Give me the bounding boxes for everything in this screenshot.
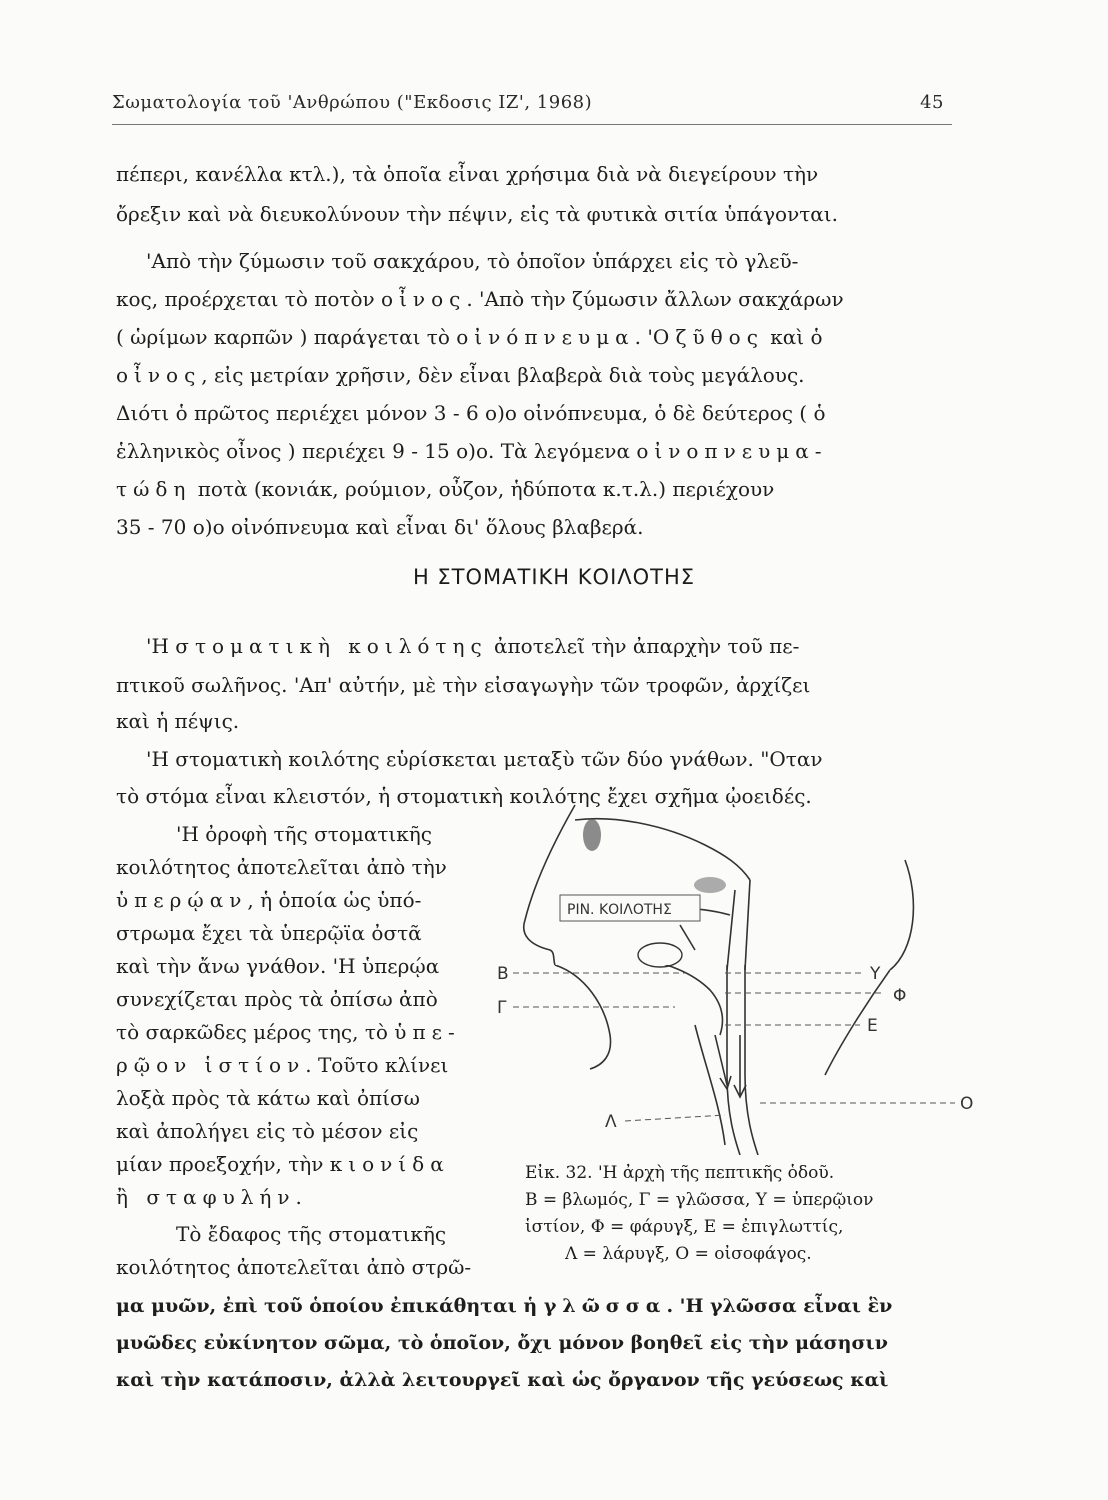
running-head [112,92,952,113]
head-back-outline [890,860,913,970]
p4-line-5: καὶ τὴν κατάποσιν, ἀλλὰ λειτουργεῖ καὶ ὡς ὄργανον τῆς γεύσεως καὶ [116,1369,889,1391]
term-kionida: κιονίδα [329,1152,450,1176]
wine-line-3-c: . 'Ο [634,325,676,349]
term-todi: τώδη [116,477,192,501]
figure-caption-title: Εἰκ. 32. 'Η ἀρχὴ τῆς πεπτικῆς ὁδοῦ. [525,1163,835,1183]
term-oinos: οἶνος [381,287,467,311]
figure-caption-line-4: Λ = λάρυγξ, Ο = οἰσοφάγος. [565,1244,812,1264]
p4-line-2: κοιλότητος ἀποτελεῖται ἀπὸ στρῶ- [116,1255,472,1279]
p1-line-1 [146,632,978,660]
intro-line-1: πέπερι, κανέλλα κτλ.), τὰ ὁποῖα εἶναι χρήσιμα διὰ νὰ διεγείρουν τὴν [116,162,819,186]
p3-line-4: στρωμα ἔχει τὰ ὑπερῷϊα ὀστᾶ [116,921,422,945]
concha-shape [694,877,726,893]
p3-line-10: καὶ ἀπολήγει εἰς τὸ μέσον εἰς [116,1119,419,1143]
p4-line-3-c: . 'Η γλῶσσα εἶναι ἓν [666,1295,893,1317]
wine-line-2 [116,285,948,313]
running-head-title: Σωματολογία τοῦ 'Ανθρώπου ("Εκδοσις ΙΖ', 1968) [112,92,593,113]
leader-l [625,1115,725,1121]
larynx-outline [695,1025,725,1145]
header-rule [112,124,952,125]
term-oinopneumatodi: οἰνοπνευμα- [636,439,828,463]
p1-line-1-a: 'Η [146,634,176,658]
wine-line-8: 35 - 70 ο)ο οἰνόπνευμα καὶ εἶναι δι' ὅλους βλαβερά. [116,515,644,539]
p3-line-2: κοιλότητος ἀποτελεῖται ἀπὸ τὴν [116,855,447,879]
air-arrow [715,1035,731,1089]
wine-line-5: Διότι ὁ πρῶτος περιέχει μόνον 3 - 6 ο)ο οἰνόπνευμα, ὁ δὲ δεύτερος ( ὁ [116,401,826,425]
label-g: Γ [497,998,507,1018]
wine-line-7-b: ποτὰ (κονιάκ, ρούμιον, οὖζον, ἡδύποτα κ.τ.λ.) περιέχουν [191,477,775,501]
sinus-shape [583,819,601,851]
p2-line-1: 'Η στοματικὴ κοιλότης εὑρίσκεται μεταξὺ τῶν δύο γνάθων. "Οταν [146,747,823,771]
p4-line-1: Τὸ ἔδαφος τῆς στοματικῆς [176,1222,447,1246]
term-stomatiki-koilotis: στοματικὴ κοιλότης [175,634,488,658]
p3-line-3 [116,886,516,914]
section-title: Η ΣΤΟΜΑΤΙΚΗ ΚΟΙΛΟΤΗΣ [412,565,696,589]
nasal-cavity-label: ΡΙΝ. ΚΟΙΛΟΤΗΣ [567,902,672,918]
label-b: Β [497,965,509,984]
p3-line-8 [116,1051,516,1079]
p3-line-3-b: , ἡ ὁποία ὡς ὑπό- [247,888,422,912]
tongue-outline [555,965,723,1035]
digestive-tract-figure [495,800,995,970]
wine-line-3-e: καὶ ὁ [763,325,823,349]
p3-line-1: 'Η ὀροφὴ τῆς στοματικῆς [176,822,432,846]
p3-line-7 [116,1018,516,1046]
wine-line-4-b: , εἰς μετρίαν χρῆσιν, δὲν εἶναι βλαβερὰ διὰ τοὺς μεγάλους. [201,363,805,387]
chin-outline [555,965,611,1069]
nasal-cavity-outline [575,819,750,880]
label-y: Υ [870,965,881,984]
label-l: Λ [605,1112,617,1132]
face-profile-outline [524,805,575,965]
intro-line-2: ὄρεξιν καὶ νὰ διευκολύνουν τὴν πέψιν, εἰς τὰ φυτικὰ σιτία ὑπάγονται. [116,202,838,226]
label-e: Ε [867,1016,878,1036]
p3-line-7-a: τὸ σαρκῶδες μέρος της, τὸ [116,1020,395,1044]
p3-line-12: ἢ σταφυλήν. [116,1185,308,1209]
bolus-shape [638,943,682,967]
p3-line-5: καὶ τὴν ἄνω γνάθον. 'Η ὑπερῴα [116,954,440,978]
p1-line-1-c: ἀποτελεῖ τὴν ἀπαρχὴν τοῦ πε- [487,634,800,658]
term-hyperoon: ὑπε- [394,1020,461,1044]
label-o: Ο [960,1094,974,1114]
p4-line-3-a: μα μυῶν, ἐπὶ τοῦ ὁποίου ἐπικάθηται ἡ [116,1295,544,1317]
p3-line-8-b: . Τοῦτο κλίνει [305,1053,449,1077]
pharynx-wall [745,880,750,970]
wine-line-3-a: ( ὡρίμων καρπῶν ) παράγεται τὸ [116,325,457,349]
p1-line-3: καὶ ἡ πέψις. [116,709,240,733]
digestive-tract-figure-lower [495,965,995,1155]
p3-line-11 [116,1150,516,1178]
wine-line-2-c: . 'Απὸ τὴν ζύμωσιν ἄλλων σακχάρων [466,287,844,311]
wine-line-4 [116,361,948,389]
wine-line-2-a: κος, προέρχεται τὸ ποτὸν [116,287,382,311]
throat-outline [825,970,890,1075]
p4-line-4: μυῶδες εὐκίνητον σῶμα, τὸ ὁποῖον, ὄχι μόνον βοηθεῖ εἰς τὴν μάσησιν [116,1332,888,1354]
pharynx-wall-inner [727,890,735,970]
p3-line-11-a: μίαν προεξοχήν, τὴν [116,1152,330,1176]
term-oinopneuma: οἰνόπνευμα [456,325,635,349]
label-f: Φ [893,986,907,1006]
p1-line-2: πτικοῦ σωλῆνος. 'Απ' αὐτήν, μὲ τὴν εἰσαγωγὴν τῶν τροφῶν, ἀρχίζει [116,673,811,697]
figure-caption-line-2: Β = βλωμός, Γ = γλῶσσα, Υ = ὑπερῷιον [525,1190,874,1210]
term-zythos: ζῦθος [675,325,764,349]
term-glossa: γλῶσσα [543,1295,667,1317]
wine-line-1: 'Απὸ τὴν ζύμωσιν τοῦ σακχάρου, τὸ ὁποῖον ὑπάρχει εἰς τὸ γλεῦ- [146,249,799,273]
p4-line-3 [116,1292,948,1320]
wine-line-6 [116,437,948,465]
figure-caption-line-3: ἱστίον, Φ = φάρυγξ, Ε = ἐπιγλωττίς, [525,1217,844,1237]
p2-line-2: τὸ στόμα εἶναι κλειστόν, ἡ στοματικὴ κοιλότης ἔχει σχῆμα ᾠοειδές. [116,784,812,808]
airflow-arrow [680,925,695,950]
page-number: 45 [920,92,944,113]
wine-line-3 [116,323,948,351]
p3-line-9: λοξὰ πρὸς τὰ κάτω καὶ ὀπίσω [116,1086,420,1110]
term-hyperoa: ὑπερῴαν [116,888,248,912]
wine-line-7 [116,475,948,503]
term-histion: ρῷον ἱστίον [116,1053,306,1077]
wine-line-6-a: ἑλληνικὸς οἶνος ) περιέχει 9 - 15 ο)ο. Τὰ λεγόμενα [116,439,637,463]
term-oinos-2: οἶνος [116,363,202,387]
p3-line-6: συνεχίζεται πρὸς τὰ ὀπίσω ἀπὸ [116,987,438,1011]
